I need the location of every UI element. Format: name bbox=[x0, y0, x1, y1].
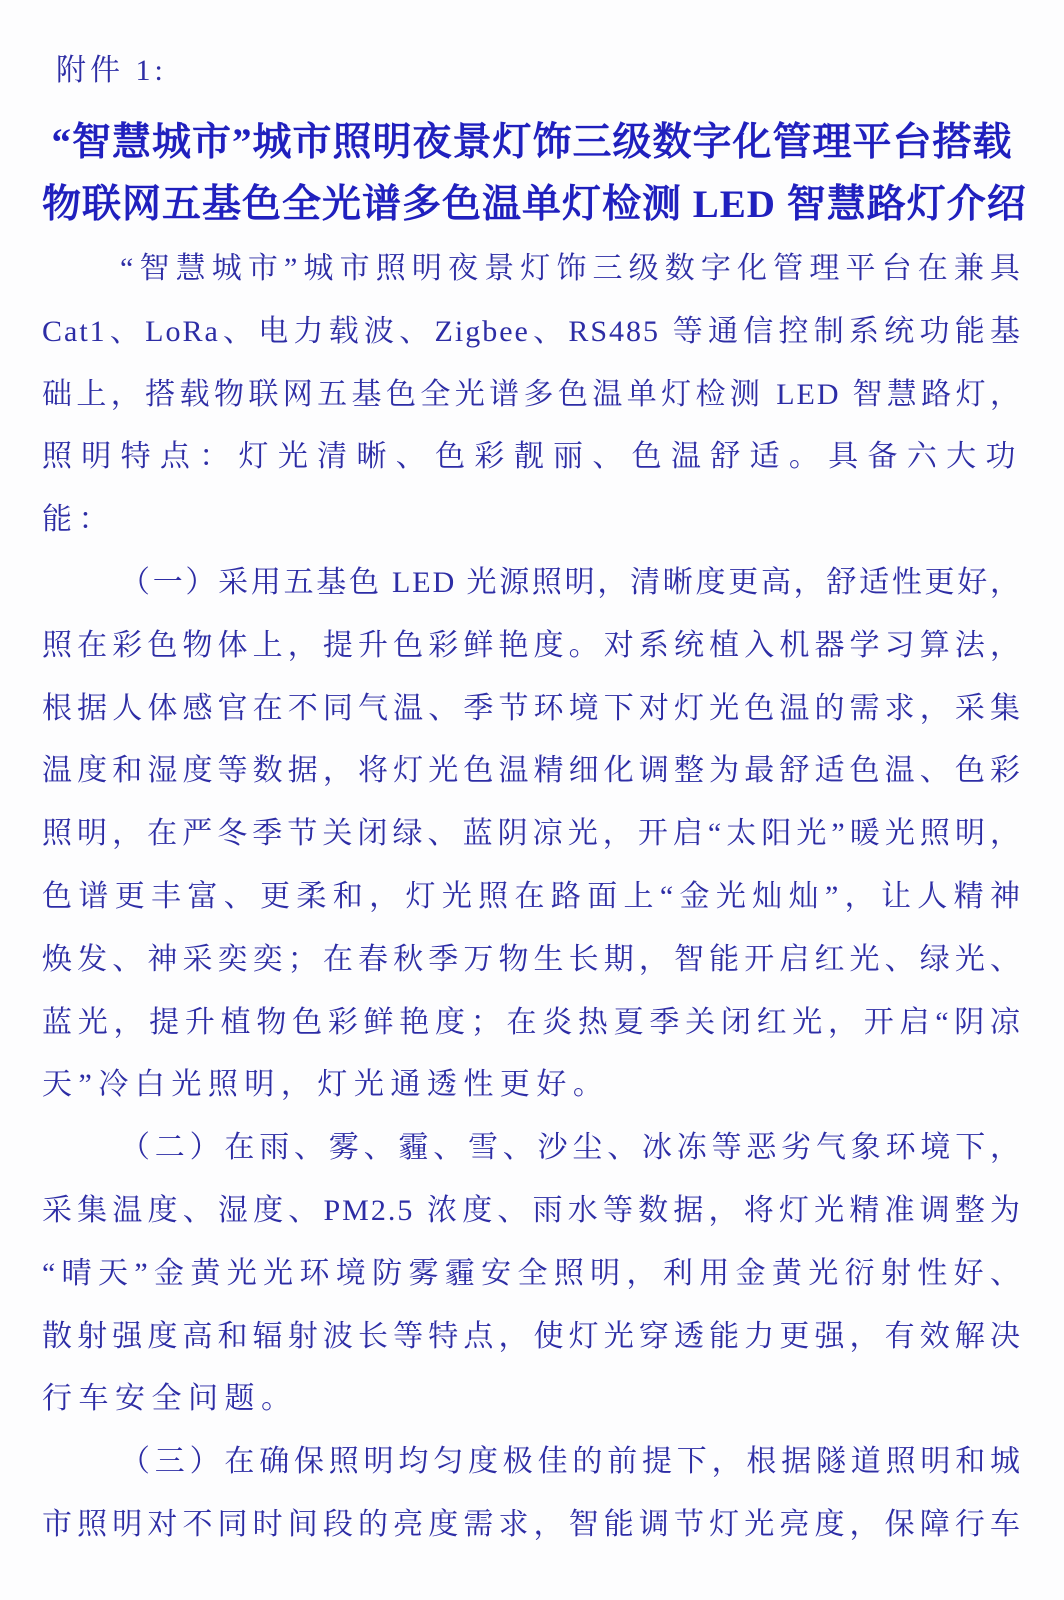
document-title-line-1: “智慧城市”城市照明夜景灯饰三级数字化管理平台搭载 bbox=[51, 121, 1013, 164]
text-line: 采集温度、湿度、PM2.5 浓度、雨水等数据，将灯光精准调整为 bbox=[42, 1193, 1022, 1227]
paragraph-4 bbox=[42, 1431, 1022, 1557]
document-body bbox=[42, 238, 1022, 1557]
text-line: 散射强度高和辐射波长等特点，使灯光穿透能力更强，有效解决 bbox=[42, 1319, 1022, 1353]
text-line: “晴天”金黄光光环境防雾霾安全照明，利用金黄光衍射性好、 bbox=[42, 1256, 1022, 1290]
text-line: 天”冷白光照明，灯光通透性更好。 bbox=[42, 1068, 610, 1102]
text-line: 市照明对不同时间段的亮度需求，智能调节灯光亮度，保障行车 bbox=[42, 1507, 1022, 1541]
text-line: 根据人体感官在不同气温、季节环境下对灯光色温的需求，采集 bbox=[42, 691, 1022, 725]
paragraph-3 bbox=[42, 1117, 1022, 1431]
text-line: 础上，搭载物联网五基色全光谱多色温单灯检测 LED 智慧路灯， bbox=[42, 377, 1022, 411]
text-line: 焕发、神采奕奕；在春秋季万物生长期，智能开启红光、绿光、 bbox=[42, 942, 1022, 976]
paragraph-2 bbox=[42, 552, 1022, 1117]
text-line: 蓝光，提升植物色彩鲜艳度；在炎热夏季关闭红光，开启“阴凉 bbox=[42, 1005, 1022, 1039]
text-line: 照在彩色物体上，提升色彩鲜艳度。对系统植入机器学习算法， bbox=[42, 628, 1022, 662]
text-line: 照明特点：灯光清晰、色彩靓丽、色温舒适。具备六大功能： bbox=[42, 440, 1022, 537]
text-line: （一）采用五基色 LED 光源照明，清晰度更高，舒适性更好， bbox=[120, 565, 1022, 599]
text-line: Cat1、LoRa、电力载波、Zigbee、RS485 等通信控制系统功能基 bbox=[42, 314, 1022, 348]
text-line: 照明，在严冬季节关闭绿、蓝阴凉光，开启“太阳光”暖光照明， bbox=[42, 817, 1022, 851]
document-title-line-2: 物联网五基色全光谱多色温单灯检测 LED 智慧路灯介绍 bbox=[42, 183, 1027, 226]
text-line: 色谱更丰富、更柔和，灯光照在路面上“金光灿灿”，让人精神 bbox=[42, 879, 1022, 913]
text-line: “智慧城市”城市照明夜景灯饰三级数字化管理平台在兼具 bbox=[120, 252, 1022, 285]
paragraph-1 bbox=[42, 238, 1022, 552]
text-line: 行车安全问题。 bbox=[42, 1382, 298, 1416]
text-line: 温度和湿度等数据，将灯光色温精细化调整为最舒适色温、色彩 bbox=[42, 754, 1022, 788]
text-line: （二）在雨、雾、霾、雪、沙尘、冰冻等恶劣气象环境下， bbox=[120, 1131, 1022, 1165]
text-line: （三）在确保照明均匀度极佳的前提下，根据隧道照明和城 bbox=[120, 1445, 1022, 1479]
document-title bbox=[42, 112, 1027, 236]
attachment-label: 附件 1: bbox=[56, 54, 167, 87]
